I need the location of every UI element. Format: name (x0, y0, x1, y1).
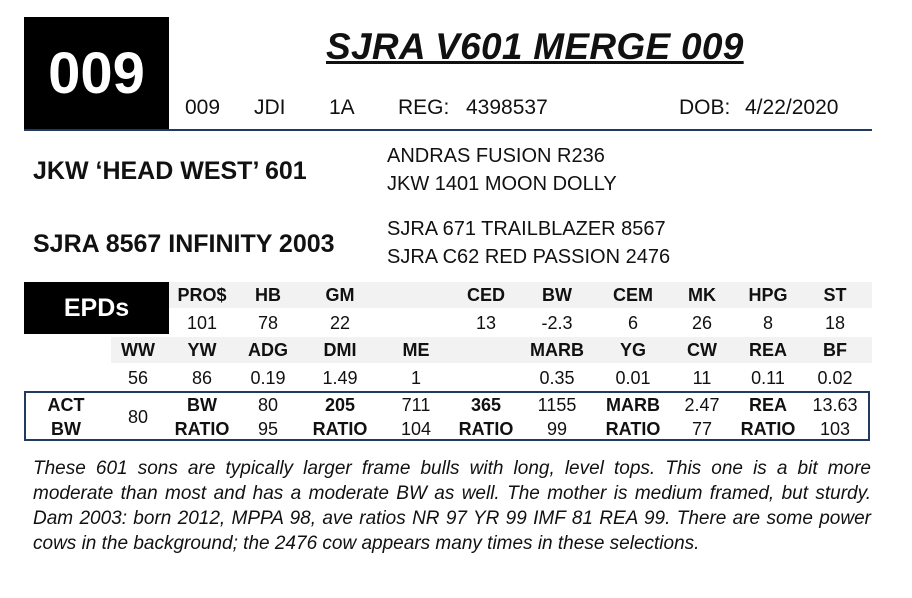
dob-label: DOB: (679, 96, 731, 119)
epd-header: BW (542, 285, 572, 305)
bw-ratio-label: BW (187, 395, 217, 415)
epd-header: DMI (323, 340, 357, 360)
epd-value: 13 (475, 313, 497, 333)
rea-ratio-label: RATIO (740, 419, 796, 439)
tattoo: 009 (185, 96, 221, 119)
sire-dam-name: JKW 1401 MOON DOLLY (387, 173, 617, 195)
epd-value: 86 (191, 368, 213, 388)
bw-value: 80 (257, 395, 279, 415)
epd-header: PRO$ (177, 285, 227, 305)
epd-header: WW (121, 340, 155, 360)
epd-value: 0.35 (539, 368, 575, 388)
y365-ratio-label: 365 (470, 395, 502, 415)
breeder-code: JDI (254, 96, 286, 119)
epd-value: 0.02 (817, 368, 853, 388)
reg-label: REG: (398, 96, 450, 119)
epd-value: 26 (691, 313, 713, 333)
reg-number: 4398537 (466, 96, 548, 119)
marb-value: 2.47 (684, 395, 720, 415)
sire-name: JKW ‘HEAD WEST’ 601 (33, 157, 307, 185)
epd-value: 0.11 (751, 368, 785, 388)
epd-value: 0.01 (615, 368, 651, 388)
epd-header: REA (748, 340, 787, 360)
lot-number: 009 (48, 41, 145, 106)
description-notes: These 601 sons are typically larger frame bulls with long, level tops. This one is a bit more moderate than most and has a moderate BW as well. The mother is medium framed, but sturdy. Dam 2003: born 2012, MPPA 98, ave ratios NR 97 YR 99 IMF 81 REA 99. There are some power cows in the background; the 2476 cow appears many times in these selections. (33, 458, 871, 554)
rea-ratio-label: REA (748, 395, 787, 415)
epd-value: -2.3 (541, 313, 573, 333)
dam-sire-name: SJRA 671 TRAILBLAZER 8567 (387, 218, 666, 240)
w205-ratio-label: 205 (324, 395, 356, 415)
w205-value: 711 (401, 395, 431, 415)
y365-value: 1155 (537, 395, 577, 415)
dam-dam-name: SJRA C62 RED PASSION 2476 (387, 246, 671, 268)
animal-title: SJRA V601 MERGE 009 (326, 26, 744, 67)
w205-ratio: 104 (400, 419, 432, 439)
epd-header: GM (325, 285, 355, 305)
epd-value: 1.49 (322, 368, 358, 388)
act-bw-value: 80 (127, 407, 149, 427)
epd-header: HB (255, 285, 281, 305)
marb-ratio-label: RATIO (605, 419, 661, 439)
act-bw-label: ACT (47, 395, 85, 415)
epd-header: CEM (613, 285, 653, 305)
epd-value: 56 (127, 368, 149, 388)
epd-value: 0.19 (250, 368, 286, 388)
sire-sire-name: ANDRAS FUSION R236 (387, 145, 605, 167)
class-code: 1A (329, 96, 355, 119)
header-divider (24, 129, 872, 131)
dam-name: SJRA 8567 INFINITY 2003 (33, 230, 335, 258)
epd-value: 78 (257, 313, 279, 333)
epd-header: CED (466, 285, 505, 305)
epd-header: CW (687, 340, 717, 360)
epd-value: 1 (410, 368, 421, 388)
epd-header: MK (688, 285, 716, 305)
epd-value: 101 (186, 313, 218, 333)
epd-label-box (24, 282, 169, 334)
epd-header: YG (619, 340, 646, 360)
epd-header: ADG (248, 340, 288, 360)
y365-ratio: 99 (546, 419, 568, 439)
lot-number-box (24, 17, 169, 130)
epd-header: BF (823, 340, 847, 360)
epd-header: MARB (530, 340, 584, 360)
epd-header: ME (402, 340, 430, 360)
epd-value: 8 (762, 313, 773, 333)
marb-ratio: 77 (691, 419, 713, 439)
epd-value: 22 (329, 313, 351, 333)
y365-ratio-label: RATIO (458, 419, 514, 439)
epd-value: 11 (692, 368, 712, 388)
epd-header: YW (187, 340, 217, 360)
epd-value: 18 (824, 313, 846, 333)
epd-header: HPG (748, 285, 788, 305)
w205-ratio-label: RATIO (312, 419, 368, 439)
rea-ratio: 103 (819, 419, 851, 439)
marb-ratio-label: MARB (606, 395, 660, 415)
dob-value: 4/22/2020 (745, 96, 839, 119)
rea-value: 13.63 (812, 395, 858, 415)
epd-header: ST (823, 285, 847, 305)
act-bw-label: BW (51, 419, 81, 439)
epd-value: 6 (627, 313, 638, 333)
bw-ratio-label: RATIO (174, 419, 230, 439)
epd-label: EPDs (63, 293, 130, 322)
bw-ratio: 95 (257, 419, 279, 439)
